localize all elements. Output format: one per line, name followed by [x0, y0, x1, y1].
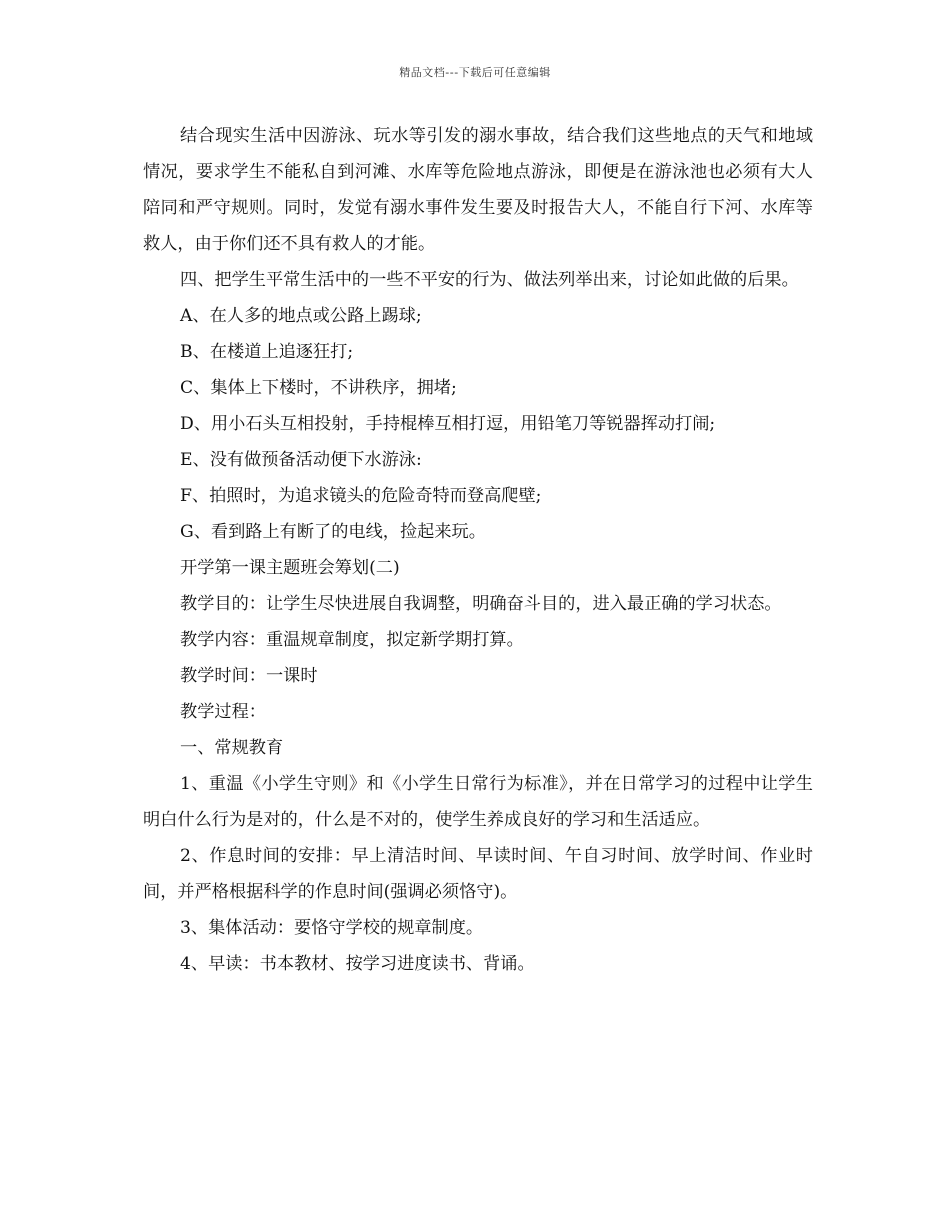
list-item-f: F、拍照时，为追求镜头的危险奇特而登高爬壁;	[180, 486, 542, 506]
list-item-d: D、用小石头互相投射，手持棍棒互相打逗，用铅笔刀等锐器挥动打闹;	[180, 414, 716, 434]
list-item-3: 3、集体活动：要恪守学校的规章制度。	[180, 918, 484, 938]
section-title: 开学第一课主题班会筹划(二)	[180, 558, 400, 578]
paragraph-drowning-safety: 结合现实生活中因游泳、玩水等引发的溺水事故，结合我们这些地点的天气和地域情况，要求学生不能私自到河滩、水库等危险地点游泳，即便是在游泳池也必须有大人陪同和严守规则。同时，发觉有溺水事件发生要及时报告大人，不能自行下河、水库等救人，由于你们还不具有救人的才能。	[143, 126, 813, 254]
paragraph-teaching-time: 教学时间：一课时	[180, 666, 318, 686]
list-item-2: 2、作息时间的安排：早上清洁时间、早读时间、午自习时间、放学时间、作业时间，并严格根据科学的作息时间(强调必须恪守)。	[143, 846, 813, 902]
list-item-4: 4、早读：书本教材、按学习进度读书、背诵。	[180, 954, 535, 974]
list-item-c: C、集体上下楼时，不讲秩序，拥堵;	[180, 378, 457, 398]
paragraph-section-four: 四、把学生平常生活中的一些不平安的行为、做法列举出来，讨论如此做的后果。	[180, 270, 799, 290]
paragraph-teaching-goal: 教学目的：让学生尽快进展自我调整，明确奋斗目的，进入最正确的学习状态。	[180, 594, 782, 614]
list-item-g: G、看到路上有断了的电线，捡起来玩。	[180, 522, 486, 542]
paragraph-teaching-content: 教学内容：重温规章制度，拟定新学期打算。	[180, 630, 524, 650]
subsection-heading: 一、常规教育	[180, 738, 284, 758]
document-body	[143, 118, 813, 982]
list-item-a: A、在人多的地点或公路上踢球;	[180, 306, 422, 326]
list-item-b: B、在楼道上追逐狂打;	[180, 342, 354, 362]
list-item-1: 1、重温《小学生守则》和《小学生日常行为标准》，并在日常学习的过程中让学生明白什么行为是对的，什么是不对的，使学生养成良好的学习和生活适应。	[143, 774, 813, 830]
list-item-e: E、没有做预备活动便下水游泳:	[180, 450, 422, 470]
paragraph-teaching-process: 教学过程：	[180, 702, 266, 722]
page-header: 精品文档---下载后可任意编辑	[399, 66, 551, 79]
